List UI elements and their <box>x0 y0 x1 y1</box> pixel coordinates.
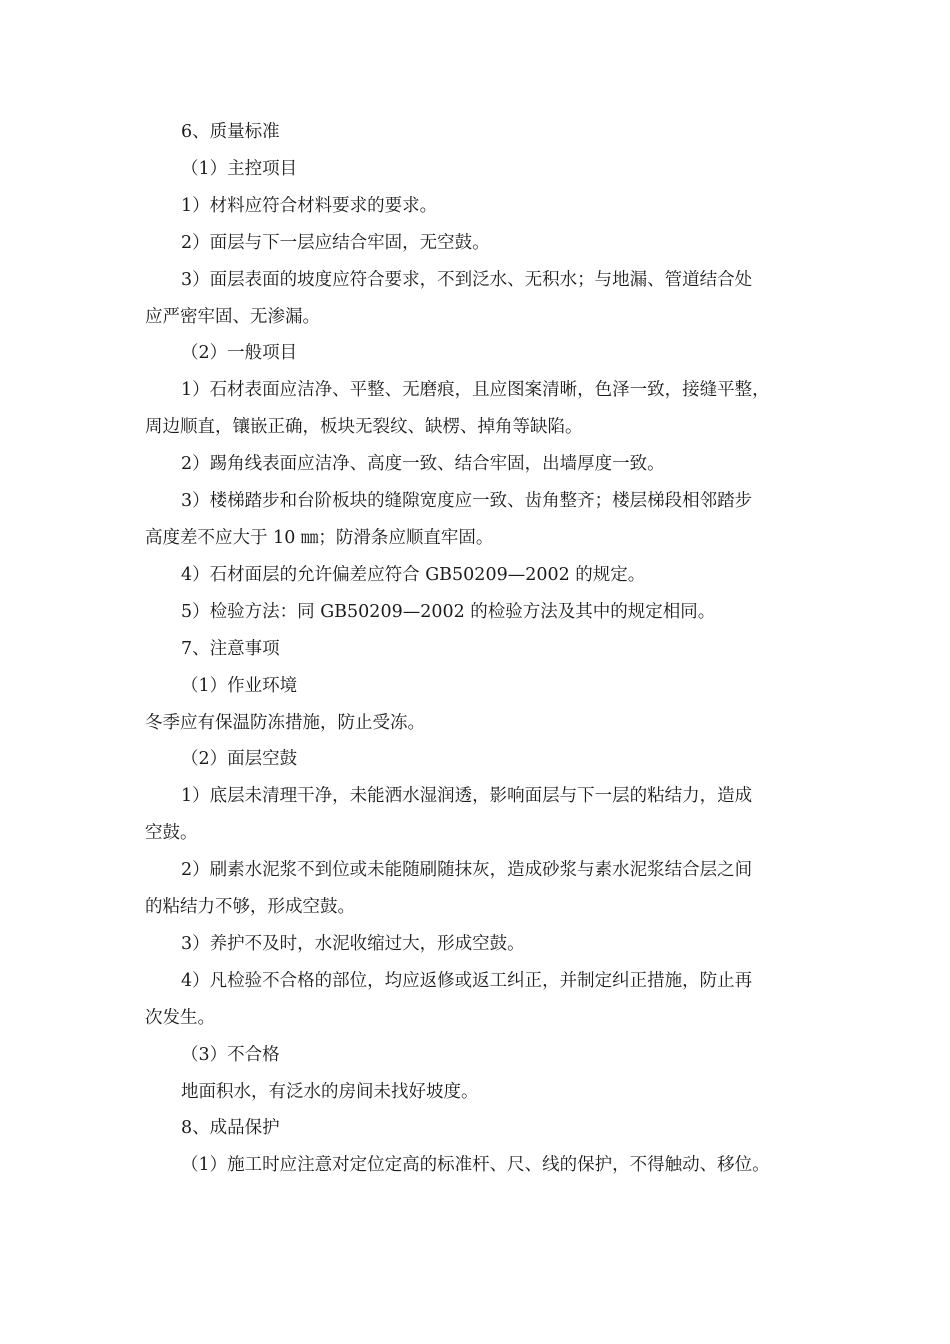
list-item: 2）面层与下一层应结合牢固，无空鼓。 <box>181 232 490 253</box>
section-heading-notes: 7、注意事项 <box>181 638 280 659</box>
list-item-continuation: 应严密牢固、无渗漏。 <box>145 306 320 327</box>
subsection-heading-main-control: （1）主控项目 <box>181 158 298 179</box>
subsection-heading-unqualified: （3）不合格 <box>181 1044 280 1065</box>
list-item-continuation: 高度差不应大于 10 ㎜；防滑条应顺直牢固。 <box>145 527 494 548</box>
list-item: （1）施工时应注意对定位定高的标准杆、尺、线的保护，不得触动、移位。 <box>181 1155 770 1176</box>
list-item: 3）面层表面的坡度应符合要求，不到泛水、无积水；与地漏、管道结合处 <box>181 269 753 290</box>
list-item-continuation: 周边顺直，镶嵌正确，板块无裂纹、缺楞、掉角等缺陷。 <box>145 417 583 438</box>
list-item: 5）检验方法：同 GB50209—2002 的检验方法及其中的规定相同。 <box>181 601 716 622</box>
list-item-continuation: 次发生。 <box>145 1007 215 1028</box>
document-body <box>145 114 807 1184</box>
list-item: 4）石材面层的允许偏差应符合 GB50209—2002 的规定。 <box>181 564 646 585</box>
list-item: 2）刷素水泥浆不到位或未能随刷随抹灰，造成砂浆与素水泥浆结合层之间 <box>181 860 753 881</box>
subsection-heading-general-items: （2）一般项目 <box>181 343 298 364</box>
list-item: 2）踢角线表面应洁净、高度一致、结合牢固，出墙厚度一致。 <box>181 454 665 475</box>
list-item: 4）凡检验不合格的部位，均应返修或返工纠正，并制定纠正措施，防止再 <box>181 970 753 991</box>
paragraph: 地面积水，有泛水的房间未找好坡度。 <box>181 1081 479 1102</box>
list-item-continuation: 的粘结力不够，形成空鼓。 <box>145 897 355 918</box>
list-item: 3）养护不及时，水泥收缩过大，形成空鼓。 <box>181 933 525 954</box>
section-heading-quality-standard: 6、质量标准 <box>181 122 280 142</box>
section-heading-product-protection: 8、成品保护 <box>181 1118 280 1139</box>
list-item: 1）石材表面应洁净、平整、无磨痕，且应图案清晰，色泽一致，接缝平整， <box>181 380 770 401</box>
paragraph: 冬季应有保温防冻措施，防止受冻。 <box>145 712 425 733</box>
subsection-heading-work-environment: （1）作业环境 <box>181 675 298 696</box>
list-item: 1）底层未清理干净，未能洒水湿润透，影响面层与下一层的粘结力，造成 <box>181 786 753 807</box>
subsection-heading-hollowing: （2）面层空鼓 <box>181 749 298 770</box>
list-item: 1）材料应符合材料要求的要求。 <box>181 195 438 216</box>
list-item: 3）楼梯踏步和台阶板块的缝隙宽度应一致、齿角整齐；楼层梯段相邻踏步 <box>181 491 753 512</box>
list-item-continuation: 空鼓。 <box>145 823 198 844</box>
